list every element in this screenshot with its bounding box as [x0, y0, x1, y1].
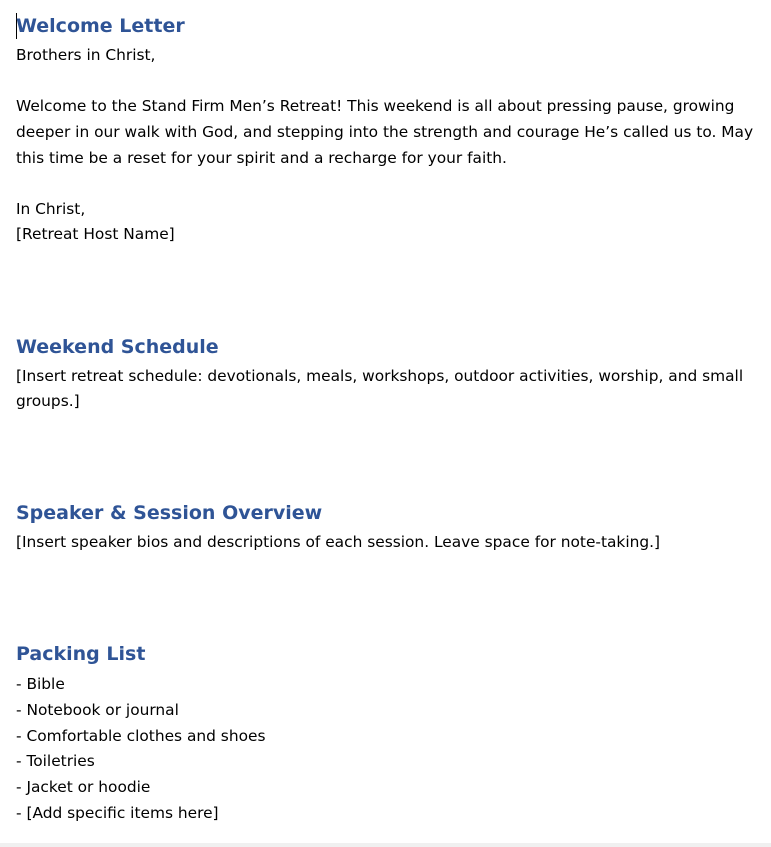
welcome-body-line: this time be a reset for your spirit and a recharge for your faith. — [16, 149, 507, 167]
page-bottom-edge — [0, 843, 771, 847]
packing-list-item: - Notebook or journal — [16, 700, 179, 719]
speaker-placeholder: [Insert speaker bios and descriptions of each session. Leave space for note-taking.] — [16, 533, 661, 551]
weekend-schedule-heading: Weekend Schedule — [16, 336, 219, 358]
closing: In Christ, — [16, 200, 86, 218]
schedule-placeholder-line: [Insert retreat schedule: devotionals, meals, workshops, outdoor activities, worship, and small — [16, 367, 744, 385]
schedule-placeholder-line: groups.] — [16, 392, 80, 410]
salutation: Brothers in Christ, — [16, 46, 156, 64]
packing-list — [16, 672, 265, 827]
speaker-session-heading: Speaker & Session Overview — [16, 502, 323, 524]
welcome-body-line: deeper in our walk with God, and stepping into the strength and courage He’s called us to. May — [16, 123, 754, 141]
packing-list-heading: Packing List — [16, 643, 146, 665]
packing-list-item: - Jacket or hoodie — [16, 778, 151, 797]
packing-list-item: - Bible — [16, 675, 65, 693]
packing-list-item: - Comfortable clothes and shoes — [16, 726, 266, 745]
signature-placeholder: [Retreat Host Name] — [16, 225, 175, 243]
packing-list-item: - Toiletries — [16, 752, 95, 771]
welcome-body-line: Welcome to the Stand Firm Men’s Retreat! This weekend is all about pressing pause, growing — [16, 97, 735, 115]
packing-list-item: - [Add specific items here] — [16, 803, 219, 822]
welcome-letter-heading: Welcome Letter — [16, 15, 185, 37]
